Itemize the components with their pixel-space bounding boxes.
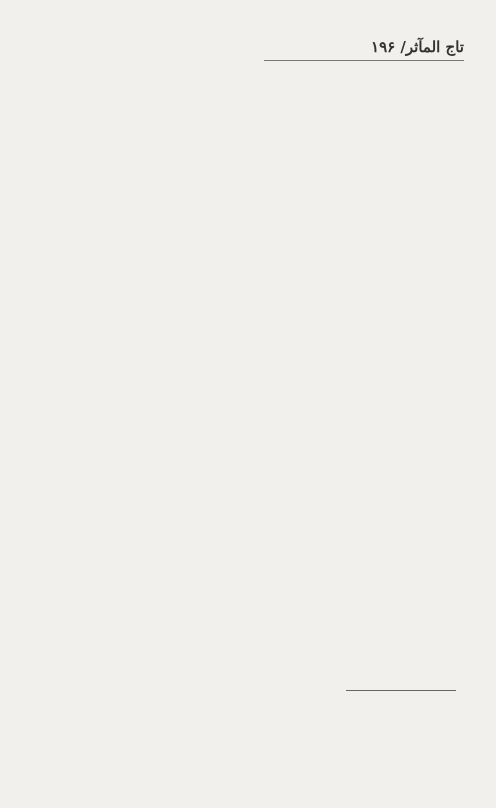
footnote	[189, 702, 314, 720]
paragraph	[30, 140, 466, 162]
footnote	[331, 720, 456, 738]
footnote	[260, 738, 456, 756]
footnote	[46, 738, 242, 756]
footnote-row	[46, 702, 456, 720]
footnote	[46, 702, 171, 720]
main-text	[30, 84, 466, 224]
footnote	[189, 720, 314, 738]
footnote	[331, 702, 456, 720]
paragraph	[30, 196, 466, 218]
footnote-divider	[346, 690, 456, 691]
footnotes	[46, 702, 456, 756]
footnote-row	[46, 720, 456, 738]
paragraph	[30, 168, 466, 190]
running-head: تاج المآثر/ ۱۹۶	[264, 38, 464, 61]
paragraph	[30, 84, 466, 106]
footnote-row	[46, 738, 456, 756]
paragraph	[30, 112, 466, 134]
footnote	[46, 720, 171, 738]
